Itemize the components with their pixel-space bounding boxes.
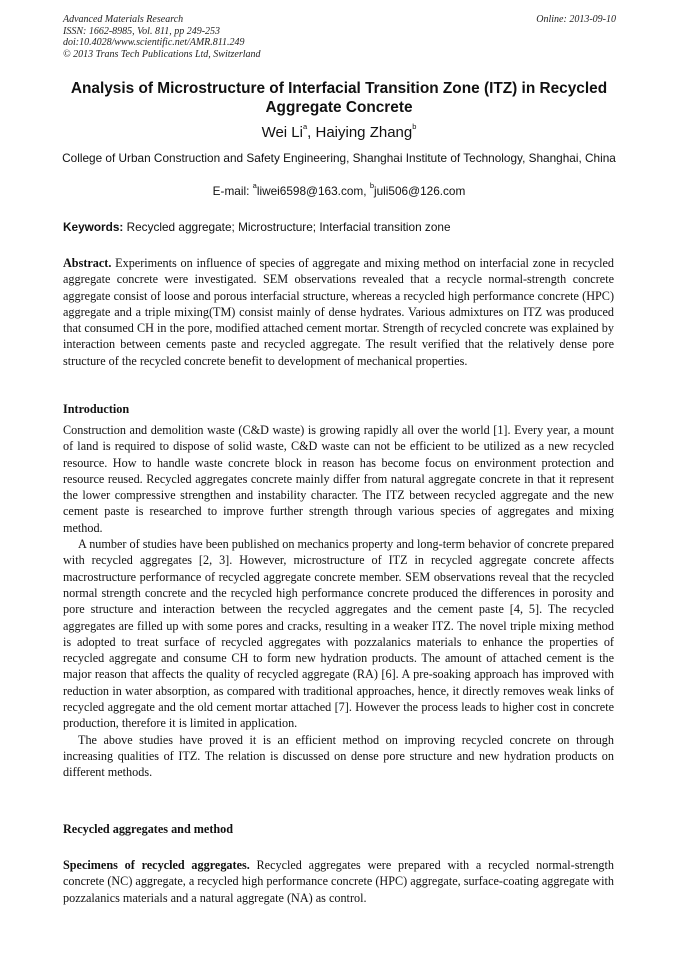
abstract — [63, 255, 614, 369]
recycled-aggregates-heading: Recycled aggregates and method — [63, 822, 234, 836]
specimens-paragraph — [63, 857, 614, 906]
affiliation: College of Urban Construction and Safety Engineering, Shanghai Institute of Technology, Shanghai, China — [62, 151, 616, 165]
intro-paragraph-2: A number of studies have been published on mechanics property and long-term behavior of concrete prepared with recycled aggregates [2, 3]. However, microstructure of ITZ in recycled aggregate concrete affects macrostructure performance of recycled aggregate concrete member. SEM observations reveal that the recycled normal strength concrete and the recycled high performance concrete produced the differences in porosity and pore structure and interaction between the recycled aggregates and the cement paste [4, 5]. The recycled aggregates are filled up with some pores and cracks, resulting in a weaker ITZ. The novel triple mixing method is adopted to treat surface of recycled aggregates with pozzalanics materials to enhance the properties of recycled aggregate and consume CH to form new hydration products. The amount of attached cement is the major reason that affects the quality of recycled aggregate (RA) [6]. A pre-soaking approach has improved with reduction in water absorption, as compared with traditional approaches, hence, it directly removes weak links of recycled aggregate and the old cement mortar attached [7]. However the process leads to higher cost in concrete production, therefore it is limited in application. — [63, 537, 614, 731]
authors-line — [40, 124, 638, 141]
email-a-mark: a — [252, 181, 257, 191]
author-separator: , — [307, 124, 316, 141]
specimens-label: Specimens of recycled aggregates. — [63, 858, 250, 872]
email-line — [40, 181, 638, 198]
journal-header — [63, 14, 616, 60]
journal-issn: ISSN: 1662-8985, Vol. 811, pp 249-253 — [63, 25, 221, 37]
author-2-affil-mark: b — [412, 122, 417, 131]
keywords — [63, 220, 616, 234]
email-a[interactable]: liwei6598@163.com — [256, 184, 364, 198]
specimens-text: Recycled aggregates were prepared with a recycled normal-strength concrete (NC) aggregate, a recycled high performance concrete (HPC) aggregate, surface-coating aggregate with pozzalanics materials and a natural aggregate (NA) as control. — [63, 858, 614, 905]
online-date: Online: 2013-09-10 — [536, 14, 616, 25]
intro-paragraph-1: Construction and demolition waste (C&D waste) is growing rapidly all over the world [1]. Every year, a mount of land is required to dispose of solid waste, C&D waste can not be efficient to be utilized as a new recycled resource. How to handle waste concrete block in reason has become focus on environment protection and resource reused. Recycled aggregates concrete mainly differ from natural aggregate concrete in that it represent the lower compressive strengthen and instability character. The ITZ between recycled aggregate and the new cement paste is researched to improve further strength through various species of aggregates and mixing method. — [63, 423, 614, 535]
author-1: Wei Li — [261, 124, 303, 141]
email-separator: , — [363, 184, 370, 198]
introduction-body — [63, 422, 614, 781]
keywords-label: Keywords: — [63, 220, 124, 234]
email-label: E-mail: — [212, 184, 253, 198]
journal-copyright: © 2013 Trans Tech Publications Ltd, Switzerland — [63, 48, 261, 60]
paper-title: Analysis of Microstructure of Interfacial Transition Zone (ITZ) in Recycled Aggregate Concrete — [70, 80, 608, 116]
keywords-text: Recycled aggregate; Microstructure; Interfacial transition zone — [123, 220, 451, 234]
abstract-text: Experiments on influence of species of aggregate and mixing method on interfacial zone in recycled aggregate concrete were investigated. SEM observations revealed that a recycle normal-strength concrete aggregate consist of loose and porous interfacial structure, whereas a recycled high performance concrete (HPC) aggregate and a triple mixing(TM) consist mainly of dense hydrates. Various admixtures on ITZ was produced that consumed CH in the pore, modified attached cement mortar. Strength of recycled concrete was explained by interaction between cements paste and recycled aggregate. The result verified that the relatively dense pore structure of the recycled concrete benefit to development of mechanical properties. — [63, 256, 614, 368]
journal-doi: doi:10.4028/www.scientific.net/AMR.811.249 — [63, 37, 245, 49]
introduction-heading: Introduction — [63, 402, 130, 416]
abstract-label: Abstract. — [63, 256, 112, 270]
email-b[interactable]: juli506@126.com — [373, 184, 466, 198]
journal-name: Advanced Materials Research — [63, 14, 184, 25]
author-1-affil-mark: a — [302, 122, 308, 131]
email-b-mark: b — [369, 181, 374, 191]
author-2: Haiying Zhang — [315, 124, 413, 141]
intro-paragraph-3: The above studies have proved it is an efficient method on improving recycled concrete on through increasing qualities of ITZ. The relation is discussed on dense pore structure and new hydration products on different methods. — [63, 732, 614, 780]
